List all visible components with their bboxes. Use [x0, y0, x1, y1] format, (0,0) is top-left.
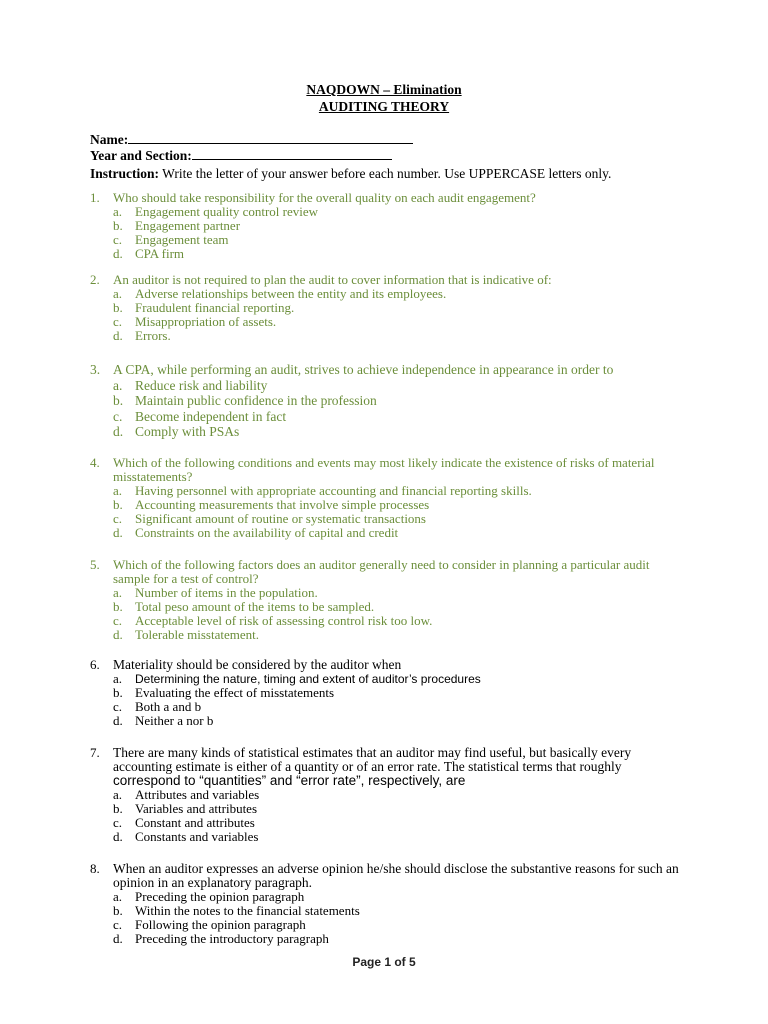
- option-text: Number of items in the population.: [135, 585, 318, 600]
- question-4: [90, 456, 665, 540]
- question-stem: Materiality should be considered by the auditor when: [113, 657, 402, 672]
- option-letter: d.: [113, 713, 123, 728]
- option-text: Evaluating the effect of misstatements: [135, 685, 335, 700]
- name-blank-line: [128, 131, 413, 144]
- option-text: Having personnel with appropriate accounting and financial reporting skills.: [135, 483, 532, 498]
- option-text: Constraints on the availability of capital and credit: [135, 525, 399, 540]
- option-text: Become independent in fact: [135, 408, 287, 424]
- option-text: CPA firm: [135, 246, 185, 261]
- question-stem-continued: correspond to “quantities” and “error rate”, respectively, are: [113, 773, 466, 788]
- option-letter: a.: [113, 483, 123, 498]
- option-b: [113, 686, 690, 700]
- option-a: [113, 672, 690, 686]
- option-c: [113, 614, 665, 628]
- option-text: Preceding the introductory paragraph: [135, 931, 329, 946]
- option-letter: b.: [113, 393, 124, 408]
- option-text: Constant and attributes: [135, 815, 255, 830]
- option-letter: b.: [113, 300, 123, 315]
- option-d: [113, 932, 690, 946]
- question-number: 4.: [90, 455, 100, 470]
- option-text: Maintain public confidence in the profession: [135, 393, 377, 408]
- question-5: [90, 558, 665, 642]
- option-text: Significant amount of routine or systematic transactions: [135, 511, 426, 526]
- option-c: [113, 918, 690, 932]
- option-d: [113, 628, 665, 642]
- option-letter: d.: [113, 931, 123, 946]
- document-subtitle: AUDITING THEORY: [318, 99, 450, 114]
- question-stem: Which of the following factors does an auditor generally need to consider in planning a particular audit sample for a test of control?: [113, 557, 650, 586]
- option-letter: d.: [113, 627, 123, 642]
- option-letter: c.: [113, 613, 123, 628]
- question-8: [90, 862, 690, 946]
- option-letter: c.: [113, 917, 123, 932]
- option-letter: c.: [113, 699, 123, 714]
- year-section-label: Year and Section:: [90, 148, 192, 163]
- option-text: Engagement team: [135, 232, 229, 247]
- option-d: [113, 247, 690, 261]
- instruction: [90, 166, 611, 182]
- option-text: Accounting measurements that involve simple processes: [135, 497, 430, 512]
- option-a: [113, 484, 665, 498]
- option-text: Attributes and variables: [135, 787, 260, 802]
- question-stem: An auditor is not required to plan the audit to cover information that is indicative of:: [113, 272, 552, 287]
- option-letter: a.: [113, 377, 123, 393]
- option-d: [113, 424, 710, 440]
- question-3: [90, 362, 710, 440]
- document-title: NAQDOWN – Elimination: [306, 82, 462, 97]
- year-section-blank-line: [192, 147, 392, 160]
- option-letter: c.: [113, 511, 123, 526]
- option-d: [113, 830, 690, 844]
- option-text: Reduce risk and liability: [135, 377, 268, 393]
- option-d: [113, 526, 665, 540]
- option-letter: a.: [113, 889, 123, 904]
- option-letter: a.: [113, 671, 123, 686]
- question-stem: There are many kinds of statistical estimates that an auditor may find useful, but basically every accounting estimate is either of a quantity or of an error rate. The statistical terms that roughly: [113, 745, 632, 774]
- option-text: Adverse relationships between the entity and its employees.: [135, 286, 447, 301]
- option-letter: b.: [113, 685, 123, 700]
- option-d: [113, 329, 690, 343]
- option-text: Comply with PSAs: [135, 424, 240, 439]
- option-text: Preceding the opinion paragraph: [135, 889, 305, 904]
- question-stem: A CPA, while performing an audit, strives to achieve independence in appearance in order to: [113, 362, 614, 377]
- option-c: [113, 315, 690, 329]
- option-letter: a.: [113, 787, 123, 802]
- option-letter: b.: [113, 903, 123, 918]
- option-c: [113, 512, 665, 526]
- option-text: Determining the nature, timing and extent of auditor’s procedures: [135, 672, 481, 686]
- option-c: [113, 816, 690, 830]
- option-letter: c.: [113, 232, 123, 247]
- instruction-label: Instruction:: [90, 166, 160, 181]
- question-6: [90, 658, 690, 728]
- option-letter: b.: [113, 218, 123, 233]
- option-letter: b.: [113, 497, 123, 512]
- question-number: 3.: [90, 362, 101, 377]
- option-c: [113, 409, 710, 425]
- name-label: Name:: [90, 132, 129, 147]
- option-letter: a.: [113, 204, 123, 219]
- option-text: Engagement quality control review: [135, 204, 319, 219]
- option-b: [113, 301, 690, 315]
- page-number: Page 1 of 5: [352, 955, 416, 969]
- option-a: [113, 205, 690, 219]
- question-2: [90, 273, 690, 343]
- option-letter: a.: [113, 286, 123, 301]
- option-letter: b.: [113, 599, 123, 614]
- option-letter: a.: [113, 585, 123, 600]
- option-text: Within the notes to the financial statements: [135, 903, 360, 918]
- option-letter: c.: [113, 314, 123, 329]
- question-number: 2.: [90, 272, 100, 287]
- question-stem: When an auditor expresses an adverse opinion he/she should disclose the substantive reasons for such an opinion in an explanatory paragraph.: [113, 861, 679, 890]
- option-text: Neither a nor b: [135, 713, 214, 728]
- option-text: Tolerable misstatement.: [135, 627, 259, 642]
- option-a: [113, 378, 710, 394]
- question-number: 8.: [90, 861, 100, 876]
- option-a: [113, 788, 690, 802]
- option-text: Engagement partner: [135, 218, 241, 233]
- option-text: Errors.: [135, 328, 171, 343]
- option-text: Total peso amount of the items to be sampled.: [135, 599, 375, 614]
- option-letter: c.: [113, 815, 123, 830]
- option-b: [113, 219, 690, 233]
- question-1: [90, 191, 690, 261]
- option-letter: d.: [113, 328, 123, 343]
- option-text: Constants and variables: [135, 829, 259, 844]
- option-b: [113, 498, 665, 512]
- option-letter: b.: [113, 801, 123, 816]
- option-letter: d.: [113, 424, 124, 439]
- option-b: [113, 600, 665, 614]
- option-text: Acceptable level of risk of assessing control risk too low.: [135, 613, 433, 628]
- question-number: 6.: [90, 657, 100, 672]
- option-letter: d.: [113, 246, 123, 261]
- option-text: Both a and b: [135, 699, 202, 714]
- option-b: [113, 802, 690, 816]
- option-letter: c.: [113, 408, 123, 424]
- question-stem: Who should take responsibility for the overall quality on each audit engagement?: [113, 190, 536, 205]
- option-text: Misappropriation of assets.: [135, 314, 277, 329]
- option-text: Variables and attributes: [135, 801, 258, 816]
- option-c: [113, 700, 690, 714]
- instruction-text: Write the letter of your answer before each number. Use UPPERCASE letters only.: [159, 166, 612, 181]
- option-b: [113, 393, 710, 409]
- year-section-field: [90, 147, 392, 164]
- option-a: [113, 586, 665, 600]
- option-text: Following the opinion paragraph: [135, 917, 306, 932]
- question-stem: Which of the following conditions and events may most likely indicate the existence of risks of material misstatements?: [113, 455, 655, 484]
- option-b: [113, 904, 690, 918]
- option-text: Fraudulent financial reporting.: [135, 300, 295, 315]
- option-a: [113, 890, 690, 904]
- question-number: 1.: [90, 190, 100, 205]
- option-c: [113, 233, 690, 247]
- option-letter: d.: [113, 525, 123, 540]
- option-letter: d.: [113, 829, 123, 844]
- option-d: [113, 714, 690, 728]
- question-number: 5.: [90, 557, 100, 572]
- question-number: 7.: [90, 745, 100, 760]
- question-7: [90, 746, 690, 844]
- name-field: [90, 131, 413, 148]
- option-a: [113, 287, 690, 301]
